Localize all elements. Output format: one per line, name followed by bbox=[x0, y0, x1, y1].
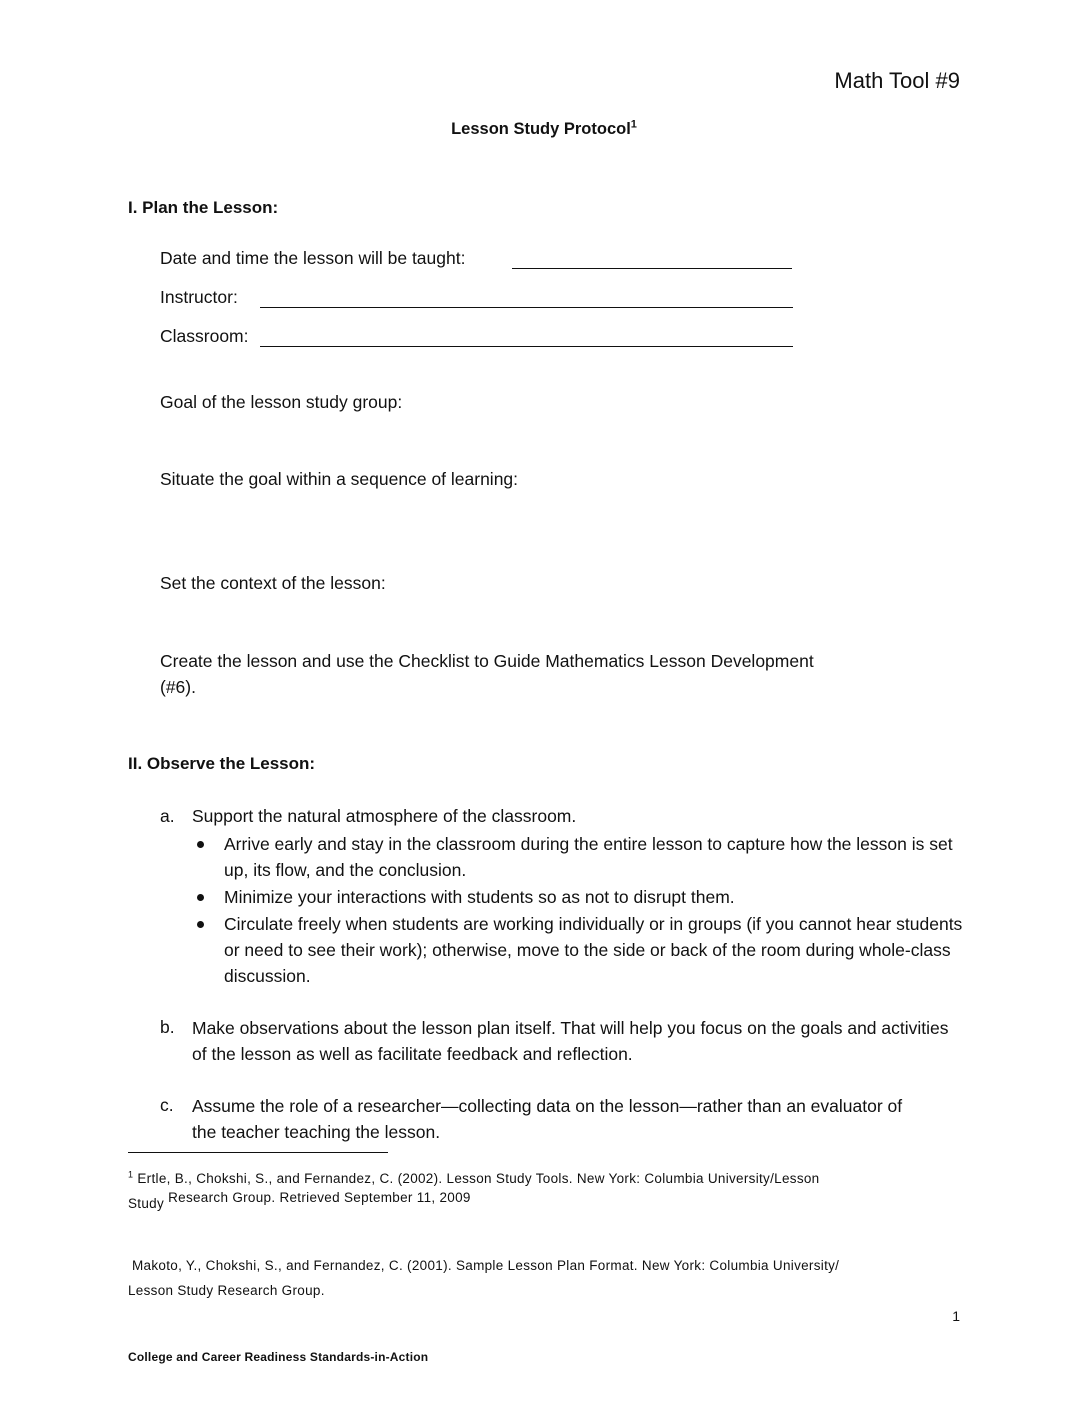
bullet-3-text: Circulate freely when students are working individually or in groups (if you cannot hear students or need to see their work); otherwise, move to the side or back of the room during whole-class discussion. bbox=[224, 914, 963, 986]
page-footer: College and Career Readiness Standards-in-Action bbox=[128, 1350, 429, 1364]
section-1-heading: I. Plan the Lesson: bbox=[128, 198, 279, 217]
date-time-field[interactable] bbox=[512, 268, 792, 269]
item-b-marker: b. bbox=[160, 1017, 175, 1037]
item-a-text: Support the natural atmosphere of the classroom. bbox=[192, 806, 577, 826]
bullet-dot bbox=[197, 921, 204, 928]
context-prompt: Set the context of the lesson: bbox=[160, 573, 386, 593]
bullet-1-text: Arrive early and stay in the classroom during the entire lesson to capture how the lesson is set up, its flow, and the conclusion. bbox=[224, 834, 953, 880]
page-number: 1 bbox=[952, 1308, 960, 1324]
document-title bbox=[0, 120, 1088, 139]
footnote-2-line-1: Makoto, Y., Chokshi, S., and Fernandez, C. (2001). Sample Lesson Plan Format. New York: Columbia University/ bbox=[132, 1258, 840, 1273]
footnote-1-study: Study bbox=[128, 1196, 165, 1211]
title-text: Lesson Study Protocol bbox=[451, 120, 631, 138]
date-time-label: Date and time the lesson will be taught: bbox=[160, 248, 466, 268]
section-2-heading: II. Observe the Lesson: bbox=[128, 754, 316, 773]
footnote-2-line-2: Lesson Study Research Group. bbox=[128, 1283, 325, 1298]
footnote-1-text: Ertle, B., Chokshi, S., and Fernandez, C. (2002). Lesson Study Tools. New York: Columbia University/Lesson bbox=[137, 1171, 820, 1186]
goal-prompt: Goal of the lesson study group: bbox=[160, 392, 403, 412]
classroom-field[interactable] bbox=[260, 346, 793, 347]
item-c-marker: c. bbox=[160, 1095, 174, 1115]
footnote-1-number: 1 bbox=[128, 1169, 134, 1180]
item-a-marker: a. bbox=[160, 806, 175, 826]
item-b-text: Make observations about the lesson plan itself. That will help you focus on the goals and activities of the lesson as well as facilitate feedback and reflection. bbox=[192, 1018, 949, 1064]
bullet-dot bbox=[197, 894, 204, 901]
classroom-label: Classroom: bbox=[160, 326, 249, 346]
footnote-1-rest: Research Group. Retrieved September 11, 2009 bbox=[168, 1190, 471, 1205]
create-lesson-line-1: Create the lesson and use the Checklist to Guide Mathematics Lesson Development bbox=[160, 651, 814, 671]
item-c-text: Assume the role of a researcher—collecting data on the lesson—rather than an evaluator of the teacher teaching the lesson. bbox=[192, 1096, 903, 1142]
footnote-1-line-2 bbox=[128, 1190, 471, 1211]
bullet-2-text: Minimize your interactions with students so as not to disrupt them. bbox=[224, 887, 735, 907]
instructor-label: Instructor: bbox=[160, 287, 238, 307]
create-lesson-line-2: (#6). bbox=[160, 677, 196, 697]
tool-label: Math Tool #9 bbox=[834, 68, 960, 93]
title-footnote-ref[interactable]: 1 bbox=[630, 118, 637, 131]
sequence-prompt: Situate the goal within a sequence of learning: bbox=[160, 469, 519, 489]
footnote-divider bbox=[128, 1152, 388, 1153]
bullet-dot bbox=[197, 841, 204, 848]
instructor-field[interactable] bbox=[260, 307, 793, 308]
footnote-1-line-1 bbox=[128, 1171, 820, 1186]
